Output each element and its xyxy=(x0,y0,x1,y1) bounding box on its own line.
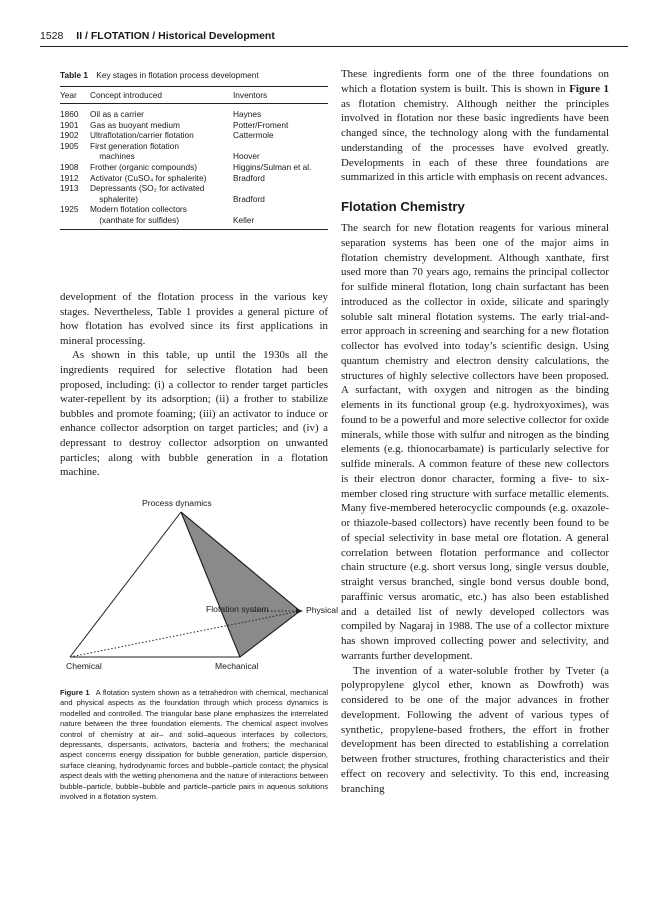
column-header-year: Year xyxy=(60,90,77,100)
label-physical: Physical xyxy=(306,605,338,615)
table-row xyxy=(60,120,328,131)
table-row xyxy=(60,204,328,225)
label-mechanical: Mechanical xyxy=(215,661,259,671)
table-cell-year: 1912 xyxy=(60,172,79,183)
table-row xyxy=(60,173,328,184)
table-cell-year: 1908 xyxy=(60,161,79,172)
table-row xyxy=(60,109,328,120)
tetrahedron-diagram xyxy=(60,494,328,678)
table-cell-inventors: Haynes xyxy=(233,109,262,119)
page-number: 1528 xyxy=(40,30,64,42)
table-bottom-rule xyxy=(60,229,328,230)
column-header-inventors: Inventors xyxy=(233,90,268,100)
table-row xyxy=(60,141,328,162)
table-cell-inventors: Bradford xyxy=(233,193,265,204)
table-body xyxy=(60,104,328,229)
table-cell-year: 1901 xyxy=(60,119,79,130)
shaded-face xyxy=(181,512,300,657)
table-cell-year: 1905 xyxy=(60,140,79,151)
table-cell-inventors: Hoover xyxy=(233,151,260,162)
label-flotation-system: Flotation system xyxy=(206,604,269,614)
table-row xyxy=(60,183,328,204)
table-1 xyxy=(60,70,328,230)
figure-caption-text: A flotation system shown as a tetrahedron with chemical, mechanical and physical aspects as the foundation through which process dynamics is modelled and controlled. The triangular base plane emphasizes the interrelated nature between the three foundation elements. The chemical aspect involves control of chemistry at air– and solid–aqueous interfaces by collectors, depressants, dispersants, activators, bacteria and frothers; the mechanical aspect concerns energy dissipation for bubble generation, particle dispersion, surface cleaning, hydrodynamic forces and bubble–particle contact; the physical aspect deals with the wetting phenomena and the nature of interactions between bubble–particle, bubble–bubble and particle–particle pairs in aqueous solutions involved in a flotation system. xyxy=(60,688,329,802)
running-header xyxy=(40,30,628,42)
body-paragraph: development of the flotation process in the various key stages. Nevertheless, Table 1 provides a general picture of how flotation has evolved since its first applications in mineral processing. xyxy=(60,291,328,347)
table-cell-inventors: Higgins/Sulman et al. xyxy=(233,161,312,172)
table-cell-inventors: Keller xyxy=(233,214,255,225)
figure-reference: Figure 1 xyxy=(569,82,609,95)
body-paragraph xyxy=(341,67,609,185)
table-row xyxy=(60,130,328,141)
table-caption xyxy=(60,70,328,80)
table-caption-text: Key stages in flotation process development xyxy=(96,70,259,80)
right-column-text xyxy=(341,67,609,796)
table-row xyxy=(60,162,328,173)
table-cell-concept: Modern flotation collectors (xanthate for sulfides) xyxy=(90,204,187,225)
table-label: Table 1 xyxy=(60,70,88,80)
column-header-concept: Concept introduced xyxy=(90,90,162,100)
table-header-row xyxy=(60,87,328,103)
table-cell-concept: Oil as a carrier xyxy=(90,109,144,119)
section-heading: Flotation Chemistry xyxy=(341,199,465,214)
table-cell-year: 1925 xyxy=(60,204,79,215)
edge-apex-chemical xyxy=(70,512,181,657)
label-chemical: Chemical xyxy=(66,661,102,671)
arrowhead xyxy=(296,608,303,614)
running-title: II / FLOTATION / Historical Development xyxy=(76,30,275,42)
table-cell-inventors: Potter/Froment xyxy=(233,119,289,130)
body-paragraph: The invention of a water-soluble frother by Tveter (a polypropylene glycol ether, known as Dowfroth) was considered to be one of the major advances in frother development. Following the advent of various types of synthetic, propylene-based frothers, the effort in frother development has been directed to establishing a correlation between frother structures, frothing characteristics and their effect on recovery and selectivity. To this end, increasing branching xyxy=(341,664,609,795)
table-cell-concept: Activator (CuSO₄ for sphalerite) xyxy=(90,172,207,183)
header-rule xyxy=(40,46,628,47)
table-cell-concept: Frother (organic compounds) xyxy=(90,161,197,172)
table-cell-inventors: Cattermole xyxy=(233,130,274,141)
table-cell-concept: First generation flotation machines xyxy=(90,140,180,162)
label-process-dynamics: Process dynamics xyxy=(142,498,212,508)
table-cell-concept: Ultraflotation/carrier flotation xyxy=(90,130,194,141)
figure-caption-label: Figure 1 xyxy=(60,688,90,697)
paragraph-text: as flotation chemistry. Although neither the principles involved in flotation nor these basic ingredients have been changed since, the technology along with the fundamental understanding of the processes have evolved greatly. Developments in each of these three foundations are summarized in this article with emphasis on recent advances. xyxy=(341,97,609,184)
body-paragraph: The search for new flotation reagents for various mineral separation systems has been one of the major aims in flotation chemistry development. Although xanthate, first used more than 70 years ago, remains the principal collector for sulfide mineral flotation, long chain surfactant has been introduced as the collector in oxide, silicate and sparingly soluble salt mineral flotation systems. The early trial-and-error approach in screening and searching for a new flotation collector has evolved into today’s scientific design. Using quantum chemistry and electron density calculations, the structures of highly selective collectors have been proposed. A surfactant, with oxygen and nitrogen as the binding elements in its functional group (e.g. hydroxyoximes), was found to be a powerful and more selective collector for oxide minerals, while those with sulfur and nitrogen as the binding elements (e.g. thionocarbamate) is particularly selective for sulfide minerals. A common feature of these new collectors is their electron donor character, forming a five- to six-member closed ring structure with surface metallic elements. Many five-membered heterocyclic compounds (e.g. oxazole- or thiazole-based collectors) have recently been found to be of special selectivity in base metal ore flotation. A general correlation between flotation performance and collector chain structure (e.g. short versus long, single versus double, straight versus branched, single bond versus double bond, paraffinic versus aromatic, etc.) has also been established and a detailed list of newly developed collectors was compiled by Nagaraj in 1988. The use of a collector mixture has shown improved collecting power and selectivity, and warrants further development. xyxy=(341,222,609,662)
table-cell-inventors: Bradford xyxy=(233,172,265,183)
table-cell-concept: Depressants (SO₂ for activated sphalerite) xyxy=(90,183,205,204)
left-column-text xyxy=(60,290,328,480)
figure-caption xyxy=(60,688,328,802)
figure-1 xyxy=(60,494,338,678)
body-paragraph: As shown in this table, up until the 1930s all the ingredients required for selective flotation had been proposed, including: (i) a collector to render target particles water-repellent by its adsorption; (ii) a frother to stabilize bubbles and promote foaming; (iii) an activator to induce or enhance collector adsorption on target particles; and (iv) a depressant to destroy collector adsorption on unwanted particles; along with bubble generation in a flotation machine. xyxy=(60,349,328,479)
table-cell-year: 1902 xyxy=(60,130,79,141)
table-cell-year: 1860 xyxy=(60,109,79,119)
table-cell-year: 1913 xyxy=(60,183,79,194)
paragraph-text: These ingredients form one of the three foundations on which a flotation system is built. This is shown in xyxy=(341,68,609,95)
table-cell-concept: Gas as buoyant medium xyxy=(90,119,180,130)
